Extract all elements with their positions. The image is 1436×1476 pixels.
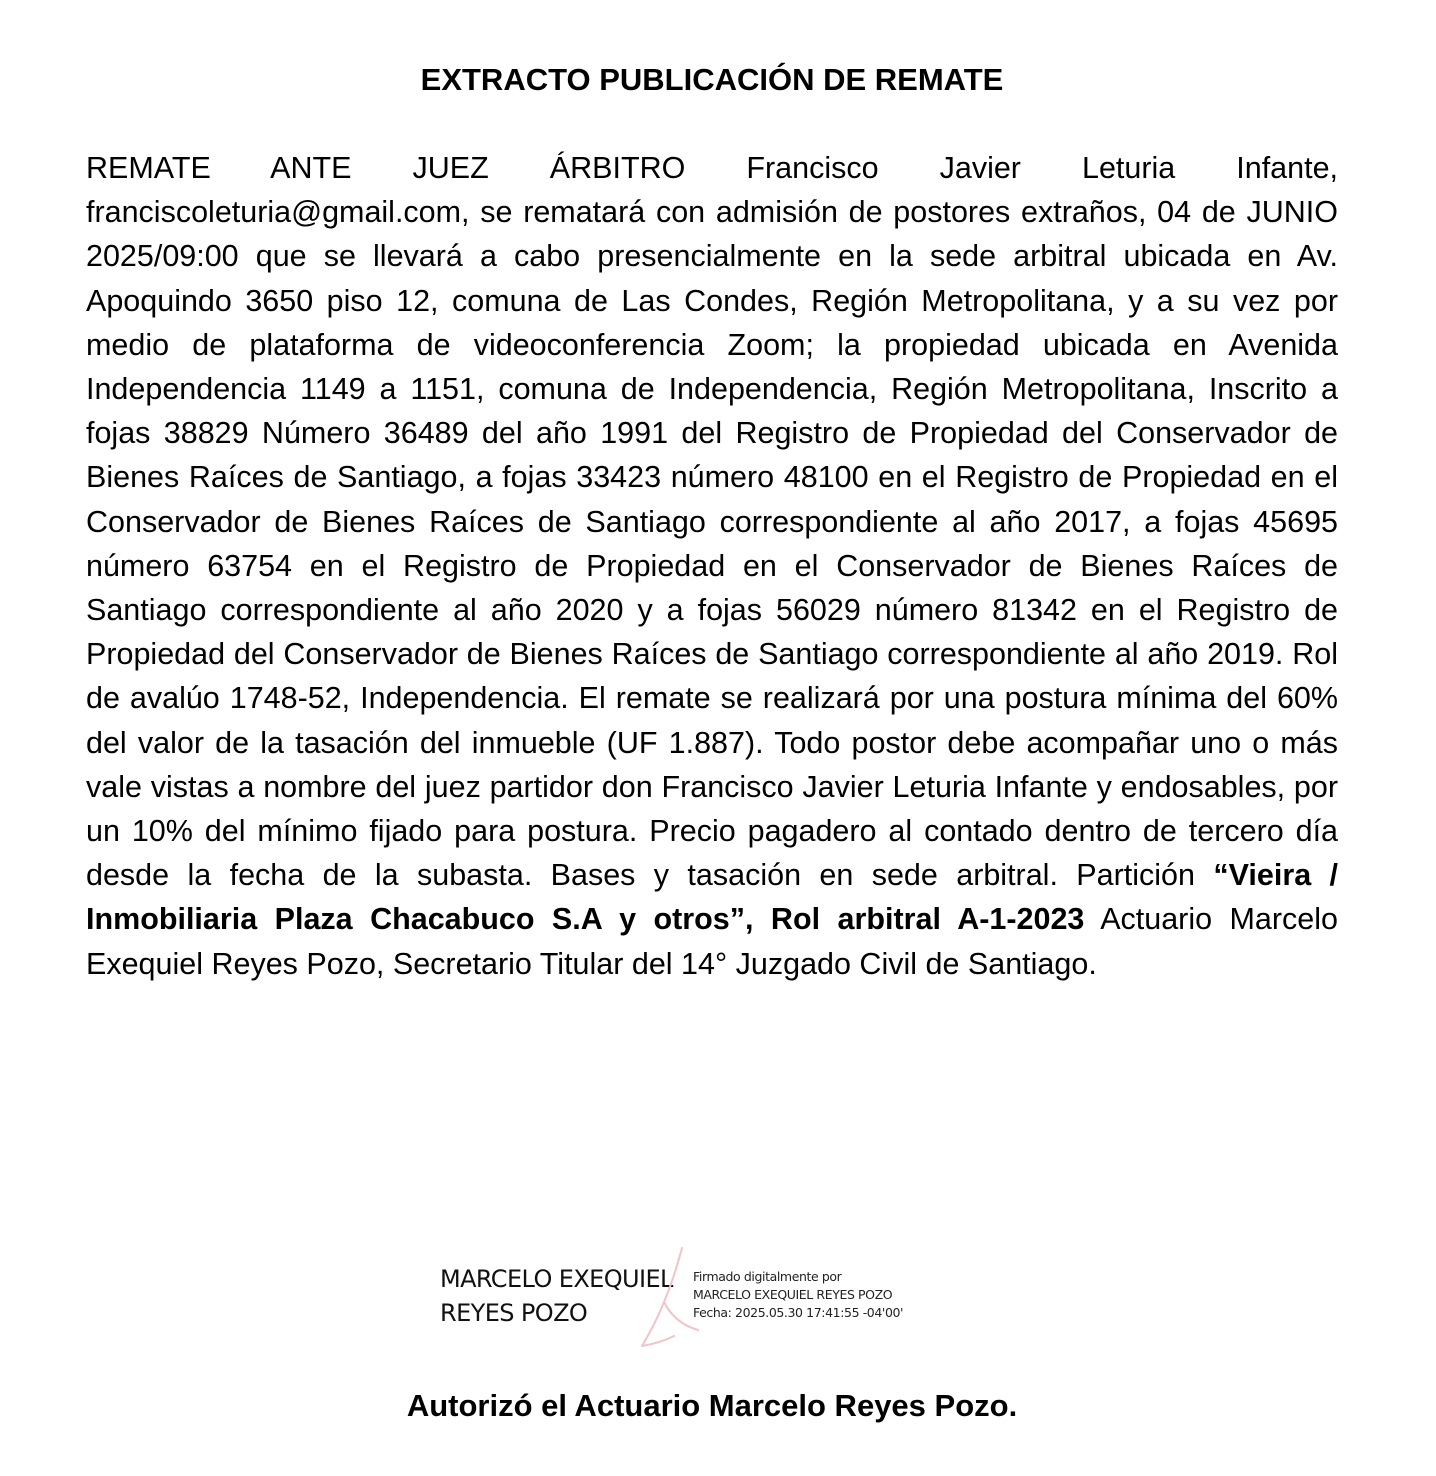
document-body <box>86 146 1338 986</box>
body-text-part2: Actuario Marcelo Exequiel Reyes Pozo, Secretario Titular del 14° Juzgado Civil de Santiago. <box>86 902 1339 981</box>
signature-details <box>693 1268 903 1322</box>
body-text-bold: “Vieira / Inmobiliaria Plaza Chacabuco S.A y otros”, Rol arbitral A-1-2023 <box>86 858 1339 937</box>
body-text-part1: REMATE ANTE JUEZ ÁRBITRO Francisco Javier Leturia Infante, franciscoleturia@gmail.com, se rematará con admisión de postores extraños, 04 de JUNIO 2025/09:00 que se llevará a cabo presencialmente en la sede arbitral ubicada en Av. Apoquindo 3650 piso 12, comuna de Las Condes, Región Metropolitana, y a su vez por medio de plataforma de videoconferencia Zoom; la propiedad ubicada en Avenida Independencia 1149 a 1151, comuna de Independencia, Región Metropolitana, Inscrito a fojas 38829 Número 36489 del año 1991 del Registro de Propiedad del Conservador de Bienes Raíces de Santiago, a fojas 33423 número 48100 en el Registro de Propiedad en el Conservador de Bienes Raíces de Santiago correspondiente al año 2017, a fojas 45695 número 63754 en el Registro de Propiedad en el Conservador de Bienes Raíces de Santiago correspondiente al año 2020 y a fojas 56029 número 81342 en el Registro de Propiedad del Conservador de Bienes Raíces de Santiago correspondiente al año 2019. Rol de avalúo 1748-52, Independencia. El remate se realizará por una postura mínima del 60% del valor de la tasación del inmueble (UF 1.887). Todo postor debe acompañar uno o más vale vistas a nombre del juez partidor don Francisco Javier Leturia Infante y endosables, por un 10% del mínimo fijado para postura. Precio pagadero al contado dentro de tercero día desde la fecha de la subasta. Bases y tasación en sede arbitral. Partición <box>86 151 1338 893</box>
authorization-footer: Autorizó el Actuario Marcelo Reyes Pozo. <box>406 1388 1018 1423</box>
signature-detail-line1: Firmado digitalmente por <box>693 1269 842 1284</box>
signature-detail-line2: MARCELO EXEQUIEL REYES POZO <box>693 1287 893 1302</box>
digital-signature <box>438 1244 958 1354</box>
signer-name-line1: MARCELO EXEQUIEL <box>440 1265 673 1293</box>
document-title: EXTRACTO PUBLICACIÓN DE REMATE <box>420 62 1004 97</box>
signature-detail-line3: Fecha: 2025.05.30 17:41:55 -04'00' <box>693 1305 904 1320</box>
signer-name-line2: REYES POZO <box>440 1299 588 1327</box>
